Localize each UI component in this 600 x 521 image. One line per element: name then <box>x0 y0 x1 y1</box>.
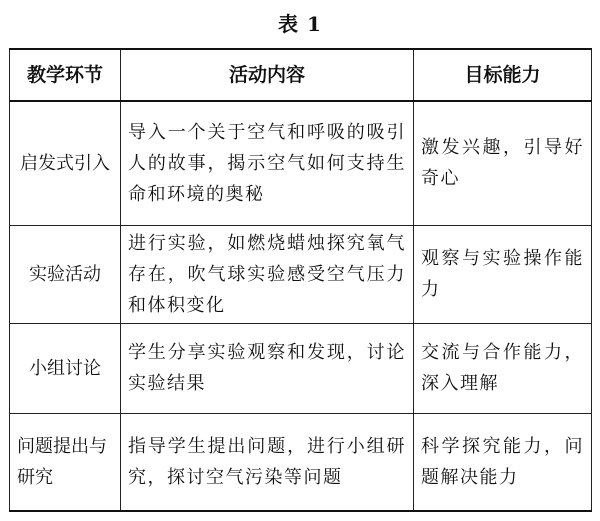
stage-cell: 问题提出与研究 <box>10 413 121 511</box>
table-caption: 表 1 <box>278 12 322 36</box>
table-row <box>10 225 592 323</box>
activity-cell: 进行实验，如燃烧蜡烛探究氧气存在，吹气球实验感受空气压力和体积变化 <box>121 225 414 323</box>
goal-cell: 科学探究能力，问题解决能力 <box>414 413 592 511</box>
stage-cell: 启发式引入 <box>10 101 121 225</box>
table-row <box>10 323 592 413</box>
stage-cell: 小组讨论 <box>10 323 121 413</box>
goal-cell: 交流与合作能力，深入理解 <box>414 323 592 413</box>
table-row <box>10 413 592 511</box>
header-activity: 活动内容 <box>121 49 414 101</box>
table-header-row <box>10 49 592 101</box>
goal-cell: 激发兴趣，引导好奇心 <box>414 101 592 225</box>
lesson-plan-table <box>9 48 592 512</box>
stage-cell: 实验活动 <box>10 225 121 323</box>
header-stage: 教学环节 <box>10 49 121 101</box>
activity-cell: 学生分享实验观察和发现，讨论实验结果 <box>121 323 414 413</box>
activity-cell: 导入一个关于空气和呼吸的吸引人的故事，揭示空气如何支持生命和环境的奥秘 <box>121 101 414 225</box>
goal-cell: 观察与实验操作能力 <box>414 225 592 323</box>
table-row <box>10 101 592 225</box>
header-goal: 目标能力 <box>414 49 592 101</box>
activity-cell: 指导学生提出问题，进行小组研究，探讨空气污染等问题 <box>121 413 414 511</box>
